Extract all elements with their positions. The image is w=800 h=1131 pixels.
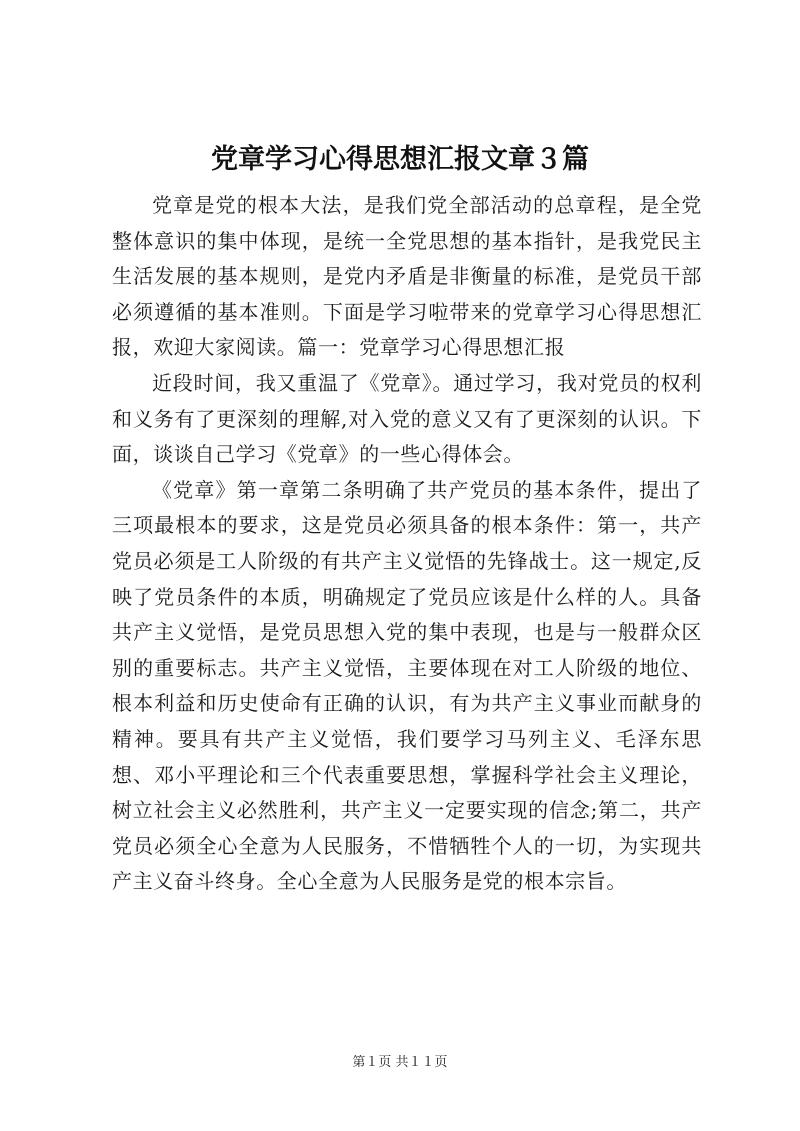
paragraph-review: 近段时间，我又重温了《党章》。通过学习，我对党员的权利和义务有了更深刻的理解,对入党的意义又有了更深刻的认识。下面，谈谈自己学习《党章》的一些心得体会。 <box>112 370 702 467</box>
page-footer: 第１页 共１１页 <box>352 1055 448 1070</box>
paragraph-conditions: 《党章》第一章第二条明确了共产党员的基本条件，提出了三项最根本的要求，这是党员必须具备的根本条件：第一，共产党员必须是工人阶级的有共产主义觉悟的先锋战士。这一规定,反映了党员条件的本质，明确规定了党员应该是什么样的人。具备共产主义觉悟，是党员思想入党的集中表现，也是与一般群众区别的重要标志。共产主义觉悟，主要体现在对工人阶级的地位、根本利益和历史使命有正确的认识，有为共产主义事业而献身的精神。要具有共产主义觉悟，我们要学习马列主义、毛泽东思想、邓小平理论和三个代表重要思想，掌握科学社会主义理论，树立社会主义必然胜利，共产主义一定要实现的信念;第二，共产党员必须全心全意为人民服务，不惜牺牲个人的一切，为实现共产主义奋斗终身。全心全意为人民服务是党的根本宗旨。 <box>112 477 702 894</box>
document-body <box>112 188 702 900</box>
document-title: 党章学习心得思想汇报文章３篇 <box>211 144 589 175</box>
paragraph-intro: 党章是党的根本大法，是我们党全部活动的总章程，是全党整体意识的集中体现，是统一全党思想的基本指针，是我党民主生活发展的基本规则，是党内矛盾是非衡量的标准，是党员干部必须遵循的基本准则。下面是学习啦带来的党章学习心得思想汇报，欢迎大家阅读。篇一：党章学习心得思想汇报 <box>112 193 702 360</box>
